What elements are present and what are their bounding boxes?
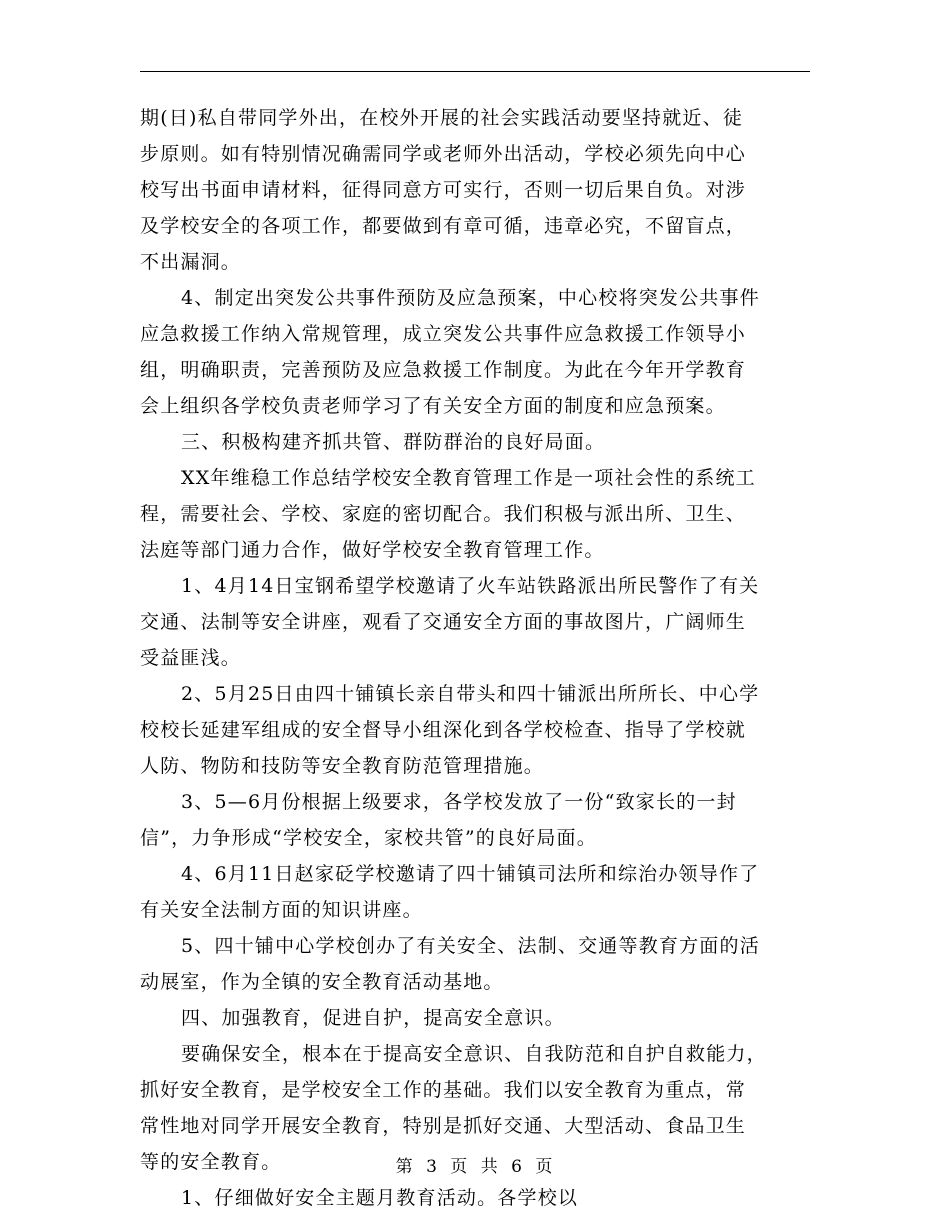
text-line: 三、积极构建齐抓共管、群防群治的良好局面。	[181, 431, 606, 453]
text-line: XX年维稳工作总结学校安全教育管理工作是一项社会性的系统工	[181, 467, 756, 489]
text-line: 要确保安全，根本在于提高安全意识、自我防范和自护自救能力，	[181, 1043, 767, 1065]
text-line: 4、制定出突发公共事件预防及应急预案，中心校将突发公共事件	[181, 287, 760, 309]
text-line: 交通、法制等安全讲座，观看了交通安全方面的事故图片，广阔师生	[140, 611, 747, 633]
text-line: 校写出书面申请材料，征得同意方可实行，否则一切后果自负。对涉	[140, 179, 747, 201]
text-line: 应急救援工作纳入常规管理，成立突发公共事件应急救援工作领导小	[140, 323, 747, 345]
text-line: 抓好安全教育，是学校安全工作的基础。我们以安全教育为重点，常	[140, 1079, 747, 1101]
text-line: 动展室，作为全镇的安全教育活动基地。	[140, 971, 504, 993]
text-line: 不出漏洞。	[140, 251, 242, 273]
text-line: 会上组织各学校负责老师学习了有关安全方面的制度和应急预案。	[140, 395, 726, 417]
text-line: 组，明确职责，完善预防及应急救援工作制度。为此在今年开学教育	[140, 359, 747, 381]
text-line: 常性地对同学开展安全教育，特别是抓好交通、大型活动、食品卫生	[140, 1115, 747, 1137]
text-line: 3、5—6月份根据上级要求，各学校发放了一份“致家长的一封	[181, 791, 737, 813]
text-line: 法庭等部门通力合作，做好学校安全教育管理工作。	[140, 539, 605, 561]
text-line: 人防、物防和技防等安全教育防范管理措施。	[140, 755, 545, 777]
text-line: 有关安全法制方面的知识讲座。	[140, 899, 423, 921]
text-line: 校校长延建军组成的安全督导小组深化到各学校检查、指导了学校就	[140, 719, 747, 741]
text-line: 步原则。如有特别情况确需同学或老师外出活动，学校必须先向中心	[140, 143, 747, 165]
text-line: 1、4月14日宝钢希望学校邀请了火车站铁路派出所民警作了有关	[181, 575, 760, 597]
text-line: 期(日)私自带同学外出，在校外开展的社会实践活动要坚持就近、徒	[140, 107, 744, 129]
text-line: 及学校安全的各项工作，都要做到有章可循，违章必究，不留盲点，	[140, 215, 747, 237]
text-line: 5、四十铺中心学校创办了有关安全、法制、交通等教育方面的活	[181, 935, 760, 957]
body-text	[140, 100, 810, 1216]
text-line: 四、加强教育，促进自护，提高安全意识。	[181, 1007, 565, 1029]
page-footer: 第 3 页 共 6 页	[395, 1157, 555, 1177]
text-line: 4、6月11日赵家砭学校邀请了四十铺镇司法所和综治办领导作了	[181, 863, 760, 885]
text-line: 等的安全教育。	[140, 1151, 282, 1173]
text-line: 2、5月25日由四十铺镇长亲自带头和四十铺派出所所长、中心学	[181, 683, 760, 705]
text-line: 受益匪浅。	[140, 647, 242, 669]
text-line: 信”，力争形成“学校安全，家校共管”的良好局面。	[140, 827, 597, 849]
text-line: 1、仔细做好安全主题月教育活动。各学校以	[181, 1187, 579, 1209]
header-rule	[140, 71, 810, 72]
text-line: 程，需要社会、学校、家庭的密切配合。我们积极与派出所、卫生、	[140, 503, 747, 525]
